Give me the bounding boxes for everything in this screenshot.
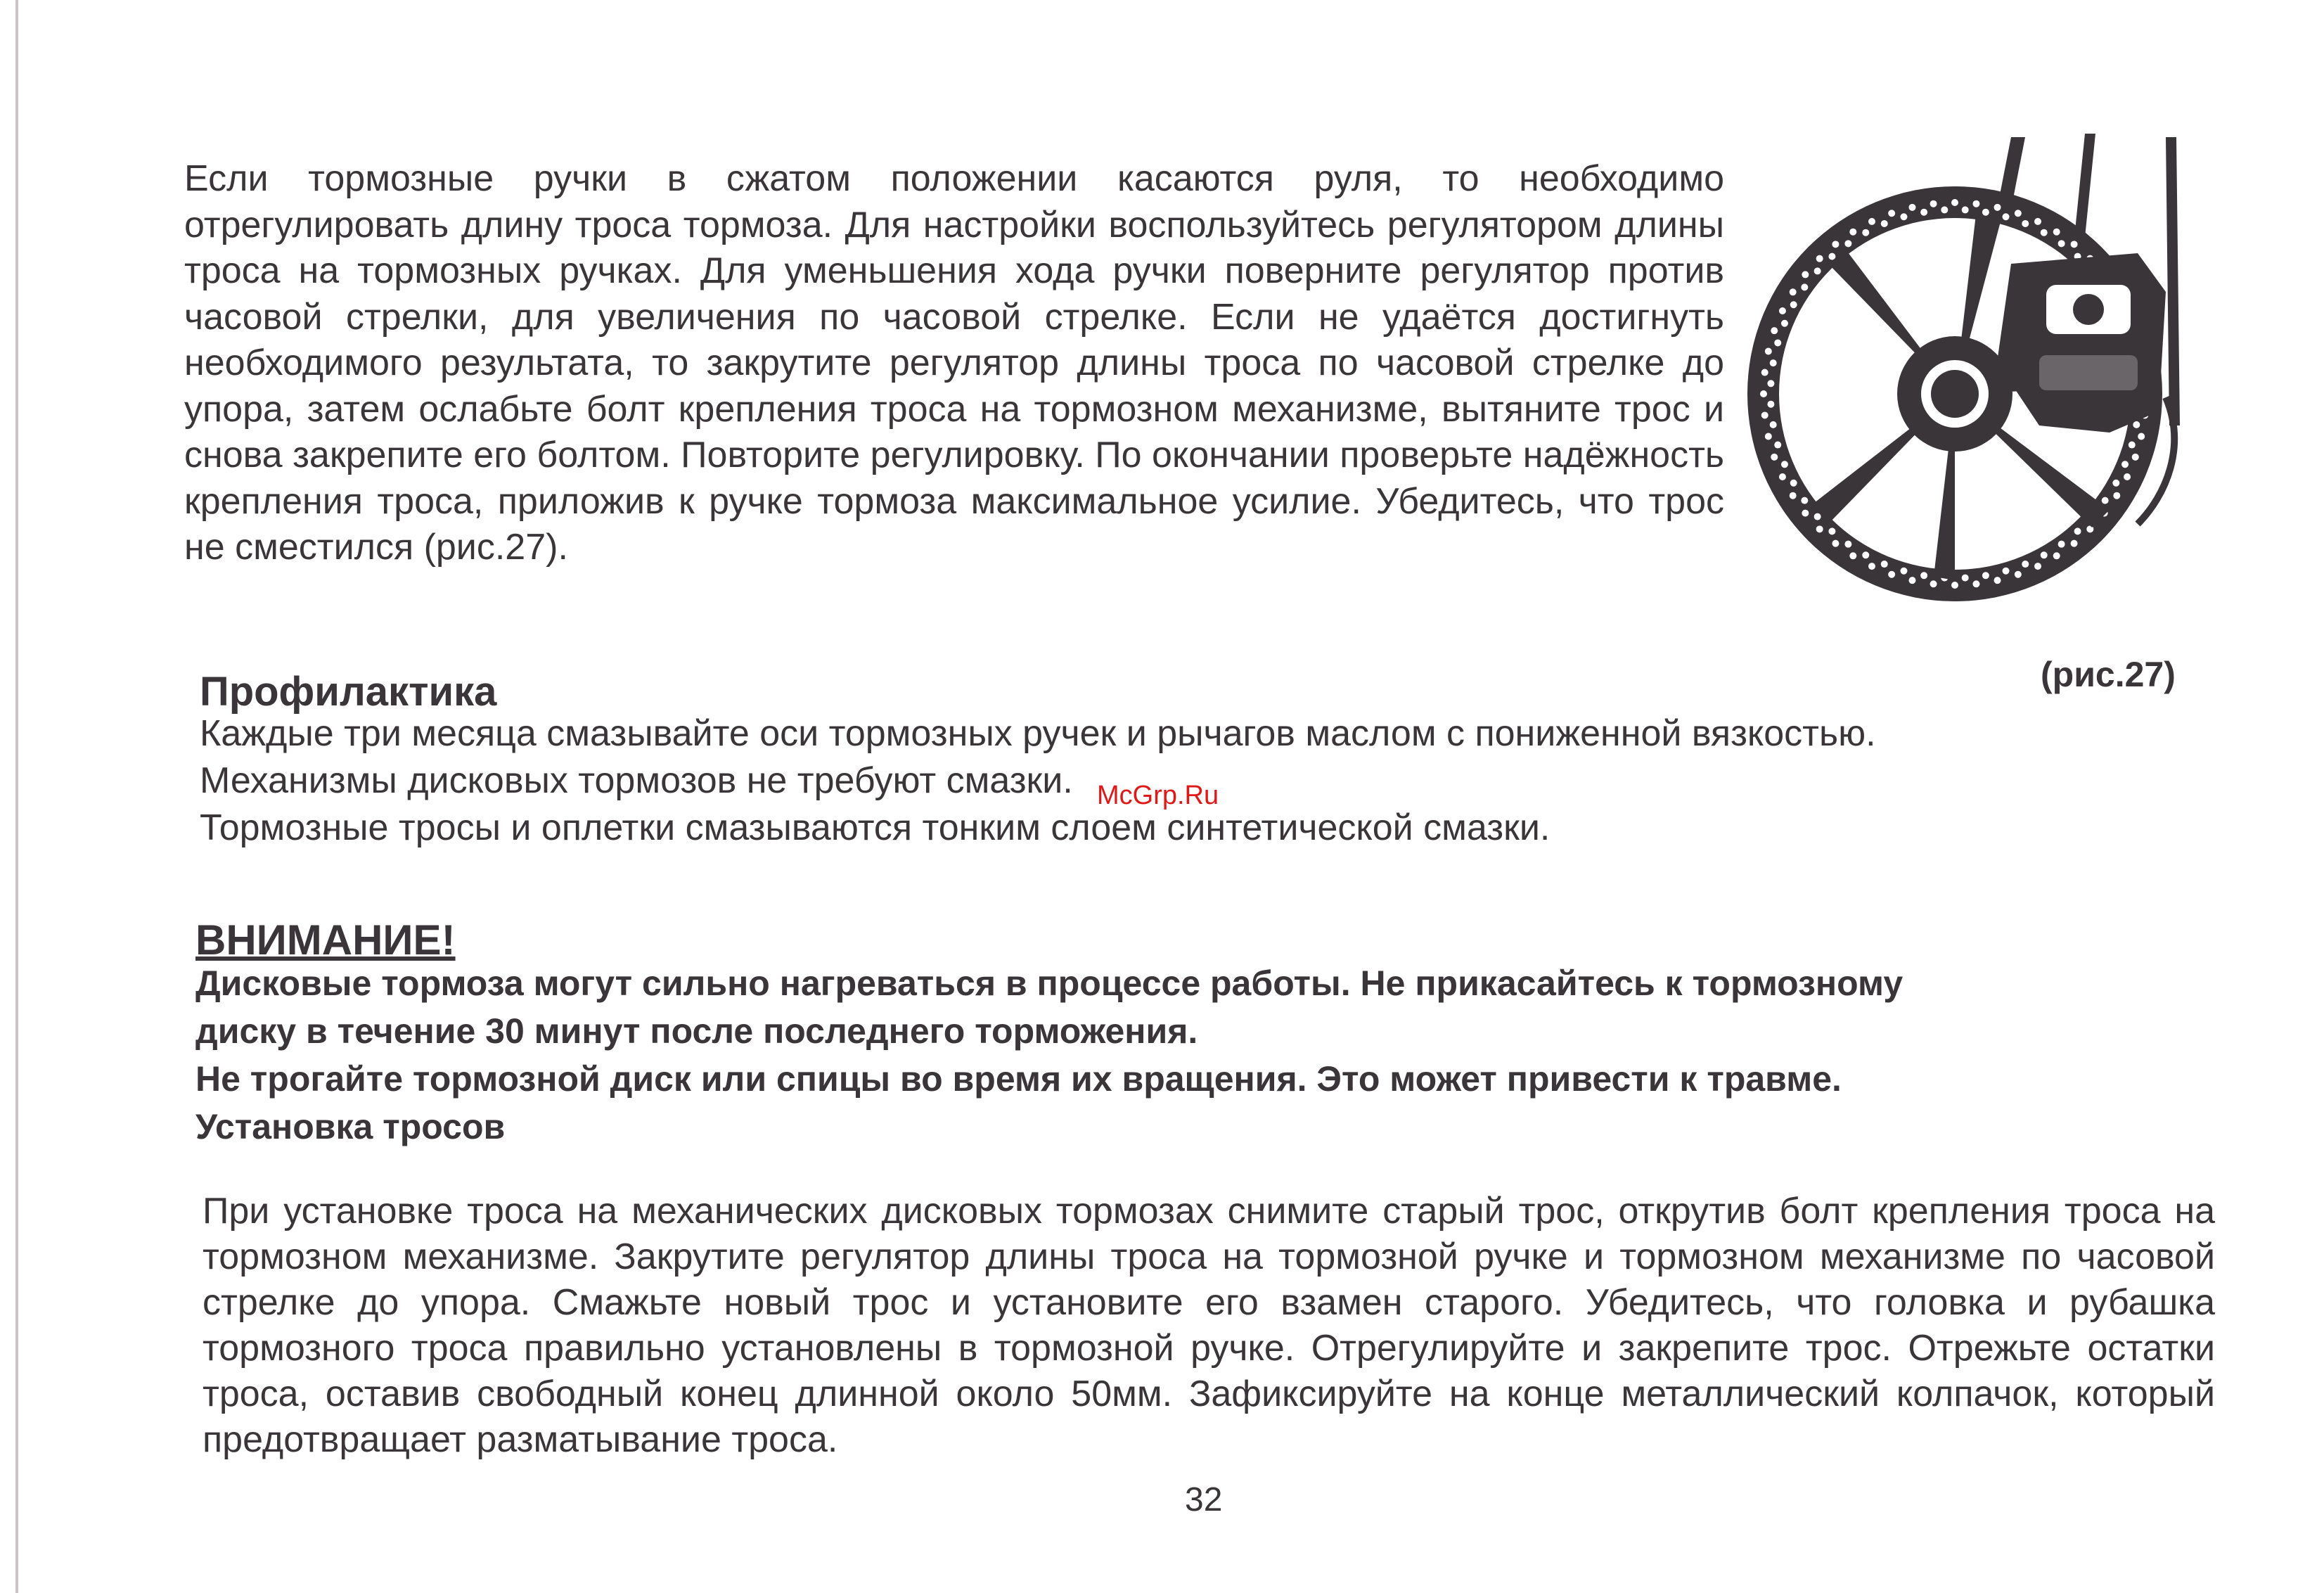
rotor-hole [1862, 551, 1869, 558]
rotor-hole [1930, 200, 1937, 207]
rotor-hole [2112, 480, 2119, 487]
rotor-hole [1994, 577, 2001, 584]
rotor-hole [1862, 229, 1869, 236]
rotor-hole [1802, 271, 1809, 278]
rotor-hole [1982, 572, 1989, 579]
warning-heading: ВНИМАНИЕ! [195, 916, 456, 964]
rotor-hole [2022, 561, 2029, 568]
rotor-hole [1779, 473, 1786, 480]
rotor-hole [1767, 401, 1774, 408]
rotor-hole [2074, 527, 2081, 535]
rotor-hole [1765, 347, 1772, 354]
rotor-hole [1881, 561, 1888, 568]
rotor-hole [1814, 513, 1821, 520]
rotor-hole [2034, 563, 2041, 570]
rotor-hole [1832, 241, 1839, 248]
rotor-hole [1774, 339, 1781, 346]
rotor-hole [1790, 301, 1797, 308]
rotor-hole [1790, 288, 1797, 295]
rotor-hole [1941, 206, 1948, 213]
figure-caption: (рис.27) [2041, 655, 2176, 694]
rotor-hole [1900, 213, 1907, 220]
rotor-hole [2015, 210, 2022, 217]
rotor-hole [1951, 199, 1958, 206]
warning-line: Дисковые тормоза могут сильно нагреваться в процессе работы. Не прикасайтесь к тормозному [195, 964, 1904, 1003]
rotor-hole [1951, 582, 1958, 589]
rotor-hole [2015, 571, 2022, 578]
rotor-hole [1765, 433, 1772, 440]
rotor-hole [1849, 552, 1856, 559]
rotor-hole [2071, 241, 2078, 248]
rotor-hole [2022, 220, 2029, 227]
rotor-hole [1888, 571, 1895, 578]
rotor-hole [1801, 283, 1808, 290]
rotor-hole [1770, 359, 1777, 366]
rotor-hole [1814, 267, 1821, 274]
rotor-hole [1994, 204, 2001, 211]
disc-brake-rotor-icon [1744, 130, 2194, 615]
rotor-hole [1868, 563, 1875, 570]
disc-brake-figure [1744, 130, 2194, 615]
prophylaxis-line: Тормозные тросы и оплетки смазываются тонким слоем синтетической смазки. [200, 807, 1551, 848]
warning-line: диску в течение 30 минут после последнего торможения. [195, 1011, 1198, 1051]
rotor-hole [1801, 497, 1808, 504]
rotor-hole [1767, 380, 1774, 387]
rotor-hole [1790, 480, 1797, 487]
prophylaxis-line: Каждые три месяца смазывайте оси тормозных ручек и рычагов маслом с пониженной вязкостью. [200, 713, 1876, 754]
rotor-hole [1802, 510, 1809, 517]
rotor-hole [1868, 218, 1875, 225]
rotor-hole [2041, 551, 2048, 558]
brake-cable-adjustment-paragraph: Если тормозные ручки в сжатом положении касаются руля, то необходимо отрегулировать длину троса тормоза. Для настройки воспользуйтесь регулятором длины троса на тормозных ручках. Для уменьшения хода ручки поверните регулятор против часовой стрелки, для увеличения по часовой стрелке. Если не удаётся достигнуть необходимого результата, то закрутите регулятор длины троса по часовой стрелке до упора, затем ослабьте болт крепления троса на тормозном механизме, вытяните трос и снова закрепите его болтом. Повторите регулировку. По окончании проверьте надёжность крепления троса, приложив к ручке тормоза максимальное усилие. Убедитесь, что трос не сместился (рис.27). [184, 158, 1724, 568]
rotor-hole [2071, 540, 2078, 547]
rotor-hole [1920, 572, 1927, 579]
rotor-hole [1816, 255, 1823, 262]
rotor-hole [2113, 492, 2120, 499]
cable-installation-paragraph: При установке троса на механических дисковых тормозах снимите старый трос, открутив болт крепления троса на тормозном механизме. Закрутите регулятор длины троса на тормозной ручке и тормозном механизме по часовой стрелке до упора. Смажьте новый трос и установите его взамен старого. Убедитесь, что головка и рубашка тормозного троса правильно установлены в тормозной ручке. Отрегулируйте и закрепите трос. Отрежьте остатки троса, оставив свободный конец длинной около 50мм. Зафиксируйте на конце металлический колпачок, который предотвращает разматывание троса. [203, 1191, 2215, 1460]
prophylaxis-line: Механизмы дисковых тормозов не требуют смазки. [200, 760, 1073, 801]
rotor-hole [2133, 421, 2140, 428]
rotor-hole [1774, 442, 1781, 449]
rotor-hole [2058, 240, 2065, 247]
rotor-hole [1781, 320, 1788, 327]
rotor-hole [1920, 209, 1927, 216]
rotor-hole [1844, 240, 1851, 247]
rotor-hole [1832, 540, 1839, 547]
rotor-hole [1908, 577, 1915, 584]
rotor-hole [2124, 473, 2131, 480]
rotor-hole [1888, 210, 1895, 217]
rotor-hole [2132, 454, 2139, 461]
rotor-hole [1849, 229, 1856, 236]
rotor-hole [1761, 411, 1768, 418]
rotor-hole [1930, 580, 1937, 587]
rotor-hole [1908, 204, 1915, 211]
rotor-hole [2003, 568, 2010, 575]
rotor-hole [2053, 229, 2060, 236]
rotor-hole [2053, 552, 2060, 559]
rotor-hole [1828, 527, 1835, 535]
rotor-hole [1982, 209, 1989, 216]
rotor-hole [2121, 461, 2129, 468]
cable-installation-subheading: Установка тросов [195, 1107, 506, 1146]
rotor-hole [1972, 580, 1979, 587]
page-number: 32 [1185, 1481, 1223, 1518]
rotor-hole [1770, 421, 1777, 428]
rotor-hole [1844, 541, 1851, 548]
rotor-hole [1781, 461, 1788, 468]
rotor-hole [1816, 525, 1823, 532]
warning-line: Не трогайте тормозной диск или спицы во время их вращения. Это может привести к травме. [195, 1059, 1842, 1099]
rotor-hole [1790, 492, 1797, 499]
warning-text [195, 959, 2164, 1151]
rotor-hole [1771, 454, 1778, 461]
rotor-hole [1962, 206, 1969, 213]
rotor-hole [1760, 390, 1767, 397]
rotor-hole [1900, 568, 1907, 575]
rotor-hole [1962, 575, 1969, 582]
watermark-text: McGrp.Ru [1097, 781, 1219, 810]
rotor-hole [1972, 200, 1979, 207]
rotor-hole [2138, 433, 2145, 440]
rotor-hole [2102, 497, 2109, 504]
rotor-hole [2129, 442, 2136, 449]
page-binding-edge [15, 0, 18, 1593]
prophylaxis-heading: Профилактика [200, 669, 497, 715]
rotor-hole [2003, 213, 2010, 220]
rotor-hole [2041, 229, 2048, 236]
rotor-hole [1771, 327, 1778, 334]
rotor-hole [2058, 541, 2065, 548]
rotor-hole [1761, 369, 1768, 376]
rotor-hole [1881, 220, 1888, 227]
rotor-hole [2034, 218, 2041, 225]
rotor-hole [1779, 307, 1786, 314]
